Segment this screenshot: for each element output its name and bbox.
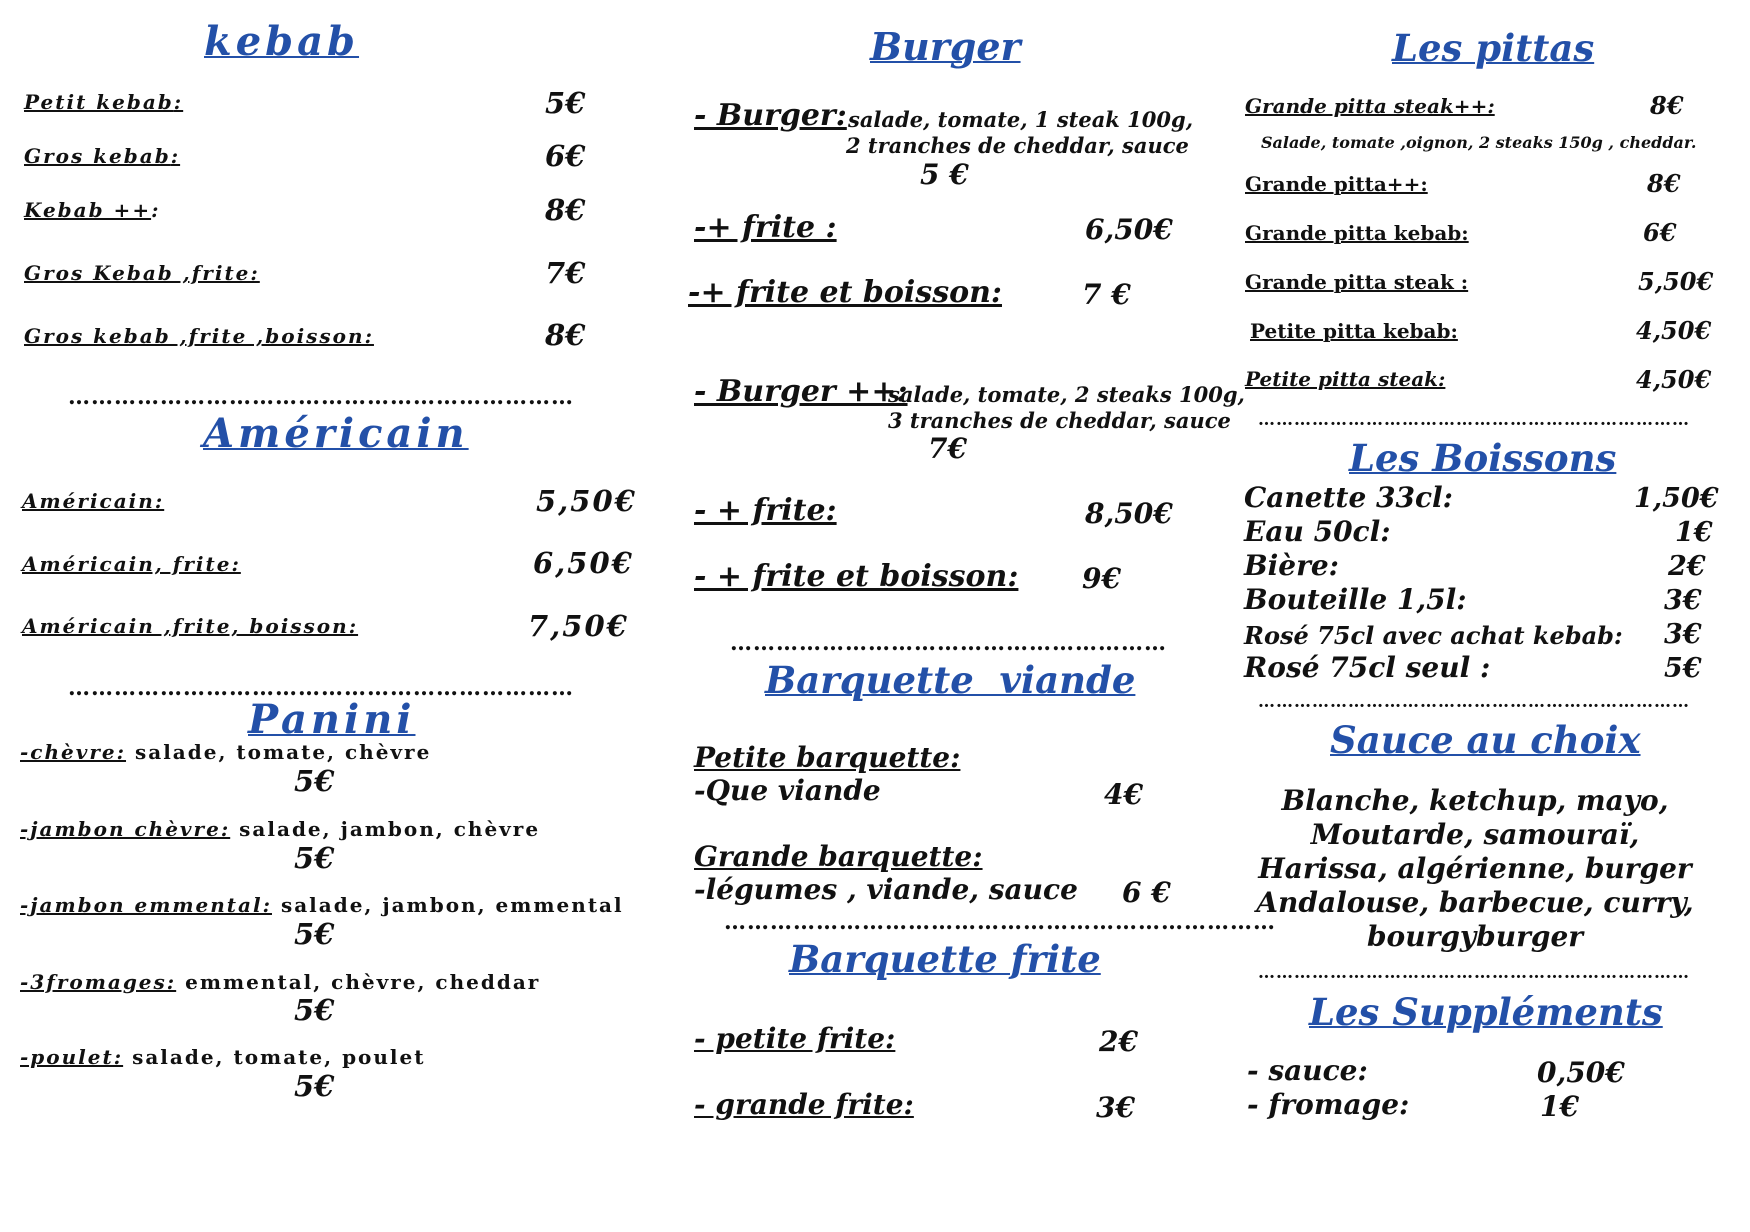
frite-grande-label: - grande frite:	[694, 1088, 914, 1121]
pitta-item-label: Grande pitta kebab:	[1245, 221, 1469, 245]
panini-item: -chèvre: salade, tomate, chèvre	[20, 740, 432, 764]
frite-petite-price: 2€	[1099, 1025, 1138, 1058]
americain-item-price: 6,50€	[533, 546, 634, 580]
panini-item: -poulet: salade, tomate, poulet	[20, 1045, 426, 1069]
supplements-title: Les Suppléments	[1309, 990, 1663, 1034]
pitta-item-price: 5,50€	[1638, 267, 1714, 296]
panini-item-price: 5€	[294, 917, 335, 951]
panini-item: -jambon chèvre: salade, jambon, chèvre	[20, 817, 541, 841]
burger-frite-price: 6,50€	[1085, 213, 1173, 246]
burger-frite-label: -+ frite :	[694, 210, 837, 245]
kebab-item-label: Kebab ++:	[24, 198, 161, 222]
boisson-label: Bouteille 1,5l:	[1244, 583, 1467, 616]
frite-grande-price: 3€	[1096, 1091, 1135, 1124]
kebab-item-price: 8€	[545, 193, 586, 227]
barquette-grande-price: 6 €	[1122, 876, 1171, 909]
burgerpp-frite-label: - + frite:	[694, 493, 837, 528]
panini-item: -3fromages: emmental, chèvre, cheddar	[20, 970, 541, 994]
boisson-label: Rosé 75cl seul :	[1244, 651, 1491, 684]
supplement-sauce-label: - sauce:	[1247, 1054, 1368, 1087]
burgerpp-desc: salade, tomate, 2 steaks 100g,	[888, 382, 1245, 407]
pitta-item-price: 8€	[1647, 169, 1681, 198]
boisson-price: 1€	[1675, 517, 1713, 548]
barquette-viande-separator: ………………………………………………………………	[724, 909, 1276, 935]
kebab-item-label: Gros Kebab ,frite:	[24, 261, 260, 285]
boisson-price: 5€	[1664, 653, 1702, 684]
burgerpp-name: - Burger ++:	[694, 374, 908, 409]
boisson-price: 1,50€	[1634, 483, 1719, 514]
sauce-separator: ………………………………………………………………	[1258, 963, 1690, 983]
burgerpp-desc: 3 tranches de cheddar, sauce	[888, 408, 1231, 433]
kebab-item-label: Petit kebab:	[24, 90, 184, 114]
pitta-item-label: Petite pitta kebab:	[1250, 319, 1458, 343]
pittas-separator: ………………………………………………………………	[1258, 410, 1690, 430]
americain-item-label: Américain:	[22, 489, 165, 513]
boissons-title: Les Boissons	[1349, 436, 1617, 480]
burger-name: - Burger:	[694, 98, 847, 133]
supplement-sauce-price: 0,50€	[1537, 1056, 1625, 1089]
panini-item-price: 5€	[294, 764, 335, 798]
sauce-list	[1230, 784, 1720, 954]
panini-item-price: 5€	[294, 841, 335, 875]
boisson-label: Rosé 75cl avec achat kebab:	[1244, 621, 1623, 650]
supplement-fromage-price: 1€	[1540, 1090, 1579, 1123]
burgerpp-frite-price: 8,50€	[1085, 497, 1173, 530]
barquette-viande-title: Barquette viande	[765, 658, 1136, 702]
boisson-price: 3€	[1664, 619, 1702, 650]
americain-title: Américain	[203, 410, 469, 457]
boisson-label: Eau 50cl:	[1244, 515, 1391, 548]
pitta-item-price: 4,50€	[1636, 365, 1712, 394]
burger-separator: …………………………………………………	[730, 630, 1167, 656]
sauce-title: Sauce au choix	[1330, 718, 1641, 762]
kebab-item-price: 8€	[545, 318, 586, 352]
burgerpp-price: 7€	[928, 432, 967, 465]
panini-item-price: 5€	[294, 1069, 335, 1103]
burgerpp-frite-boisson-price: 9€	[1082, 562, 1121, 595]
burgerpp-frite-boisson-label: - + frite et boisson:	[694, 559, 1019, 594]
boissons-separator: ………………………………………………………………	[1258, 692, 1690, 712]
panini-item-price: 5€	[294, 993, 335, 1027]
barquette-petite-label: Petite barquette:	[694, 741, 961, 774]
panini-item: -jambon emmental: salade, jambon, emmental	[20, 893, 624, 917]
sauce-line: Moutarde, samouraï,	[1310, 818, 1640, 851]
kebab-item-price: 5€	[545, 86, 586, 120]
barquette-grande-desc: -légumes , viande, sauce	[694, 873, 1078, 906]
boisson-price: 3€	[1664, 585, 1702, 616]
kebab-item-label: Gros kebab:	[24, 144, 181, 168]
pitta-item-price: 6€	[1643, 218, 1677, 247]
sauce-line: Blanche, ketchup, mayo,	[1281, 784, 1669, 817]
americain-separator: …………………………………………………………	[68, 675, 574, 701]
boisson-price: 2€	[1668, 551, 1706, 582]
kebab-item-label: Gros kebab ,frite ,boisson:	[24, 324, 374, 348]
boisson-label: Bière:	[1244, 549, 1340, 582]
americain-item-price: 7,50€	[528, 609, 629, 643]
pitta-item-label: Grande pitta++:	[1245, 172, 1428, 196]
boisson-label: Canette 33cl:	[1244, 481, 1454, 514]
pittas-title: Les pittas	[1392, 26, 1595, 70]
barquette-petite-desc: -Que viande	[694, 774, 881, 807]
barquette-frite-title: Barquette frite	[789, 937, 1101, 981]
supplement-fromage-label: - fromage:	[1247, 1088, 1410, 1121]
burger-frite-boisson-label: -+ frite et boisson:	[688, 275, 1002, 310]
burger-price: 5 €	[920, 158, 969, 191]
pitta-steak-desc: Salade, tomate ,oignon, 2 steaks 150g , cheddar.	[1261, 133, 1697, 152]
pitta-item-price: 4,50€	[1636, 316, 1712, 345]
kebab-title: kebab	[204, 18, 360, 65]
kebab-separator: …………………………………………………………	[68, 384, 574, 410]
sauce-line: Andalouse, barbecue, curry,	[1256, 886, 1694, 919]
pitta-item-label: Grande pitta steak++:	[1245, 94, 1495, 118]
pitta-item-label: Grande pitta steak :	[1245, 270, 1469, 294]
burger-title: Burger	[870, 24, 1021, 69]
burger-desc: salade, tomate, 1 steak 100g,	[848, 107, 1194, 132]
panini-title: Panini	[248, 696, 416, 743]
barquette-petite-price: 4€	[1104, 778, 1143, 811]
pitta-item-label: Petite pitta steak:	[1245, 367, 1446, 391]
americain-item-price: 5,50€	[536, 484, 637, 518]
barquette-grande-label: Grande barquette:	[694, 840, 983, 873]
frite-petite-label: - petite frite:	[694, 1022, 896, 1055]
kebab-item-price: 7€	[545, 256, 586, 290]
burger-frite-boisson-price: 7 €	[1082, 278, 1131, 311]
americain-item-label: Américain ,frite, boisson:	[22, 614, 359, 638]
americain-item-label: Américain, frite:	[22, 552, 241, 576]
sauce-line: Harissa, algérienne, burger	[1258, 852, 1692, 885]
sauce-line: bourgyburger	[1366, 920, 1584, 953]
pitta-item-price: 8€	[1650, 91, 1684, 120]
kebab-item-price: 6€	[545, 139, 586, 173]
burger-desc: 2 tranches de cheddar, sauce	[846, 133, 1189, 158]
